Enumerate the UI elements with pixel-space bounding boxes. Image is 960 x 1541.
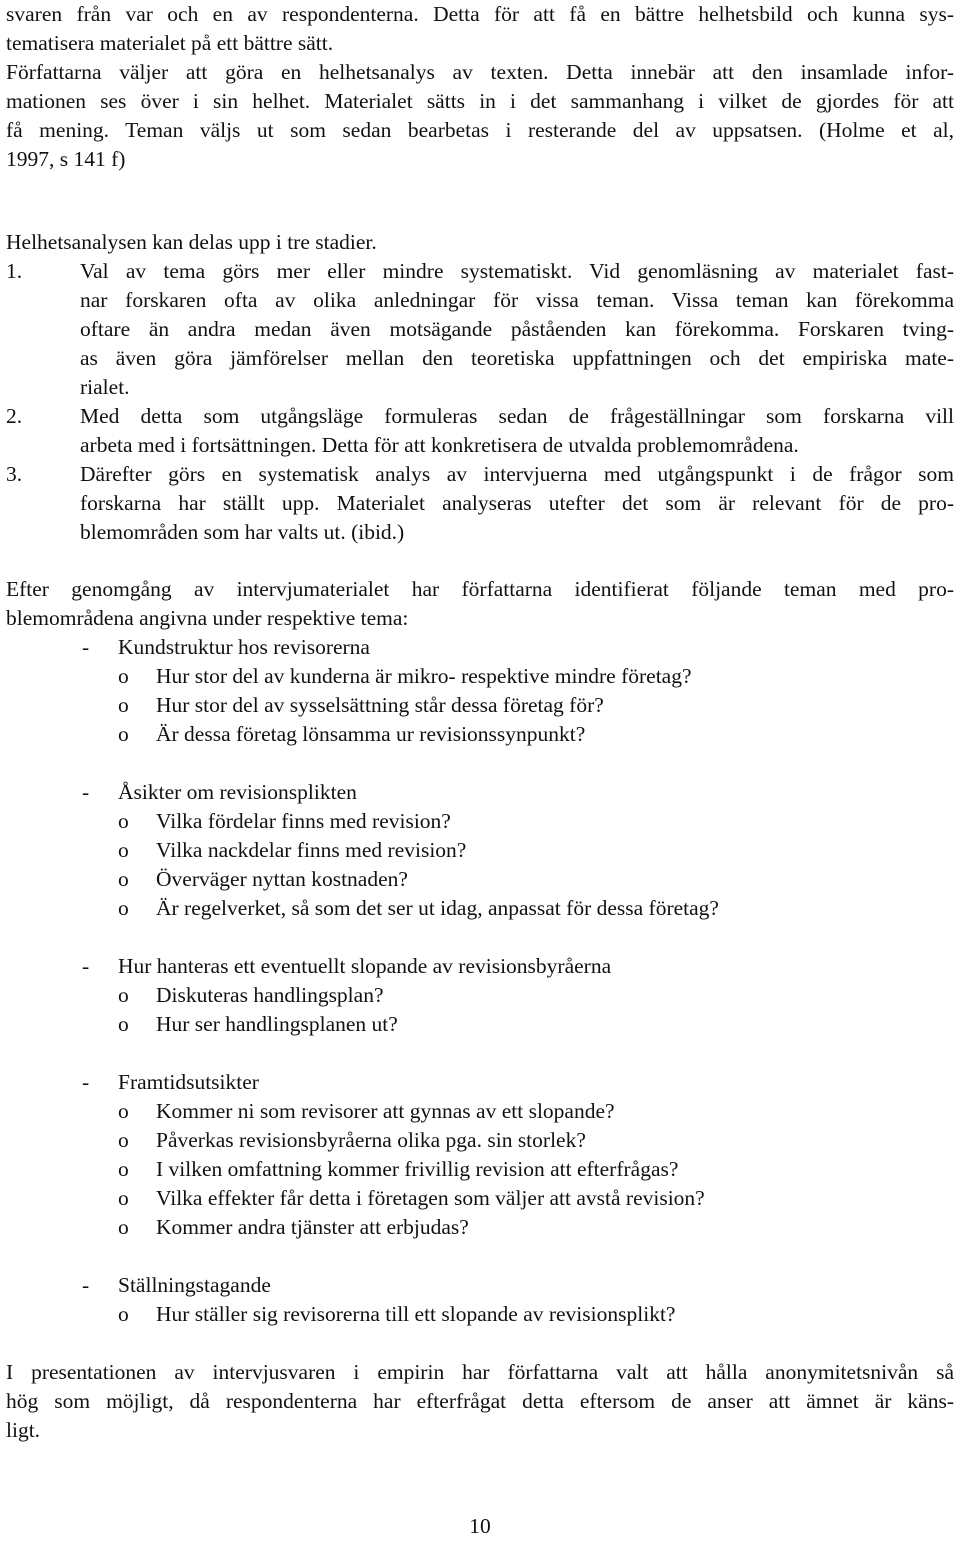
circle-bullet: o xyxy=(118,1302,129,1326)
theme-heading xyxy=(6,952,954,981)
theme-title: Hur hanteras ett eventuellt slopande av revisionsbyråerna xyxy=(118,954,612,978)
analysis-paragraph xyxy=(6,58,954,174)
text-line: Val av tema görs mer eller mindre systematiskt. Vid genomläsning av materialet fast- xyxy=(80,259,954,283)
stage-number: 1. xyxy=(6,259,23,283)
text-line: Författarna väljer att göra en helhetsanalys av texten. Detta innebär att den insamlade infor- xyxy=(6,60,954,84)
text-line: oftare än andra medan även motsägande påståenden kan förekomma. Forskaren tving- xyxy=(80,317,954,341)
closing-paragraph xyxy=(6,1358,954,1445)
question-item xyxy=(6,1300,954,1329)
theme-heading xyxy=(6,778,954,807)
theme-heading xyxy=(6,633,954,662)
question-item xyxy=(6,1155,954,1184)
text-line: Med detta som utgångsläge formuleras sedan de frågeställningar som forskarna vill xyxy=(80,404,954,428)
question-text: Hur stor del av sysselsättning står dessa företag för? xyxy=(156,693,604,717)
circle-bullet: o xyxy=(118,838,129,862)
theme-title: Framtidsutsikter xyxy=(118,1070,259,1094)
text-line: tematisera materialet på ett bättre sätt. xyxy=(6,31,334,55)
text-line: nar forskaren ofta av olika anledningar för vissa teman. Vissa teman kan förekomma xyxy=(80,288,954,312)
stage-item xyxy=(6,460,954,547)
text-line: mationen ses över i sin helhet. Materialet sätts in i det sammanhang i vilket de gjordes för att xyxy=(6,89,954,113)
circle-bullet: o xyxy=(118,1128,129,1152)
text-line: Helhetsanalysen kan delas upp i tre stadier. xyxy=(6,230,377,254)
stage-item xyxy=(6,402,954,460)
question-item xyxy=(6,1184,954,1213)
question-text: Hur ställer sig revisorerna till ett slopande av revisionsplikt? xyxy=(156,1302,676,1326)
question-item xyxy=(6,894,954,923)
dash-bullet: - xyxy=(82,1273,90,1297)
question-item xyxy=(6,1126,954,1155)
question-item xyxy=(6,720,954,749)
question-text: Diskuteras handlingsplan? xyxy=(156,983,384,1007)
theme-title: Åsikter om revisionsplikten xyxy=(118,780,357,804)
circle-bullet: o xyxy=(118,983,129,1007)
circle-bullet: o xyxy=(118,693,129,717)
question-item xyxy=(6,807,954,836)
question-item xyxy=(6,865,954,894)
theme-heading xyxy=(6,1068,954,1097)
question-item xyxy=(6,691,954,720)
text-line: I presentationen av intervjusvaren i empirin har författarna valt att hålla anonymitetsnivån så xyxy=(6,1360,954,1384)
dash-bullet: - xyxy=(82,780,90,804)
question-item xyxy=(6,1097,954,1126)
stage-item xyxy=(6,257,954,402)
dash-bullet: - xyxy=(82,635,90,659)
text-line: arbeta med i fortsättningen. Detta för att konkretisera de utvalda problemområdena. xyxy=(80,433,799,457)
stage-number: 2. xyxy=(6,404,23,428)
text-line: hög som möjligt, då respondenterna har efterfrågat detta eftersom de anser att ämnet är käns- xyxy=(6,1389,954,1413)
stage-number: 3. xyxy=(6,462,23,486)
question-text: Vilka nackdelar finns med revision? xyxy=(156,838,467,862)
question-text: Påverkas revisionsbyråerna olika pga. sin storlek? xyxy=(156,1128,586,1152)
circle-bullet: o xyxy=(118,664,129,688)
themes-intro-paragraph xyxy=(6,575,954,633)
text-line: få mening. Teman väljs ut som sedan bearbetas i resterande del av uppsatsen. (Holme et al, xyxy=(6,118,954,142)
question-item xyxy=(6,662,954,691)
circle-bullet: o xyxy=(118,1215,129,1239)
question-item xyxy=(6,836,954,865)
text-line: as även göra jämförelser mellan den teoretiska uppfattningen och det empiriska mate- xyxy=(80,346,954,370)
stages-intro xyxy=(6,228,954,257)
question-text: Vilka fördelar finns med revision? xyxy=(156,809,451,833)
theme-title: Kundstruktur hos revisorerna xyxy=(118,635,370,659)
question-text: Är regelverket, så som det ser ut idag, anpassat för dessa företag? xyxy=(156,896,719,920)
circle-bullet: o xyxy=(118,1012,129,1036)
circle-bullet: o xyxy=(118,1186,129,1210)
text-line: blemområdena angivna under respektive tema: xyxy=(6,606,409,630)
text-line: svaren från var och en av respondenterna. Detta för att få en bättre helhetsbild och kunna sys- xyxy=(6,2,954,26)
text-line: blemområden som har valts ut. (ibid.) xyxy=(80,520,405,544)
circle-bullet: o xyxy=(118,809,129,833)
page-number: 10 xyxy=(469,1514,491,1538)
question-text: Hur stor del av kunderna är mikro- respektive mindre företag? xyxy=(156,664,692,688)
text-line: forskarna har ställt upp. Materialet analyseras utefter det som är relevant för de pro- xyxy=(80,491,954,515)
circle-bullet: o xyxy=(118,722,129,746)
question-text: Är dessa företag lönsamma ur revisionssynpunkt? xyxy=(156,722,586,746)
theme-heading xyxy=(6,1271,954,1300)
circle-bullet: o xyxy=(118,1099,129,1123)
circle-bullet: o xyxy=(118,867,129,891)
question-item xyxy=(6,1213,954,1242)
question-text: Kommer ni som revisorer att gynnas av ett slopande? xyxy=(156,1099,615,1123)
circle-bullet: o xyxy=(118,896,129,920)
stage-text xyxy=(80,257,954,402)
question-text: Överväger nyttan kostnaden? xyxy=(156,867,408,891)
dash-bullet: - xyxy=(82,1070,90,1094)
question-text: Kommer andra tjänster att erbjudas? xyxy=(156,1215,469,1239)
circle-bullet: o xyxy=(118,1157,129,1181)
intro-paragraph xyxy=(6,0,954,58)
text-line: ligt. xyxy=(6,1418,41,1442)
text-line: rialet. xyxy=(80,375,130,399)
text-line: 1997, s 141 f) xyxy=(6,147,126,171)
question-text: Hur ser handlingsplanen ut? xyxy=(156,1012,398,1036)
stage-text xyxy=(80,402,954,460)
theme-title: Ställningstagande xyxy=(118,1273,271,1297)
question-item xyxy=(6,981,954,1010)
question-text: Vilka effekter får detta i företagen som väljer att avstå revision? xyxy=(156,1186,705,1210)
text-line: Därefter görs en systematisk analys av intervjuerna med utgångspunkt i de frågor som xyxy=(80,462,954,486)
text-line: Efter genomgång av intervjumaterialet har författarna identifierat följande teman med pro- xyxy=(6,577,954,601)
question-item xyxy=(6,1010,954,1039)
dash-bullet: - xyxy=(82,954,90,978)
question-text: I vilken omfattning kommer frivillig revision att efterfrågas? xyxy=(156,1157,679,1181)
stage-text xyxy=(80,460,954,547)
